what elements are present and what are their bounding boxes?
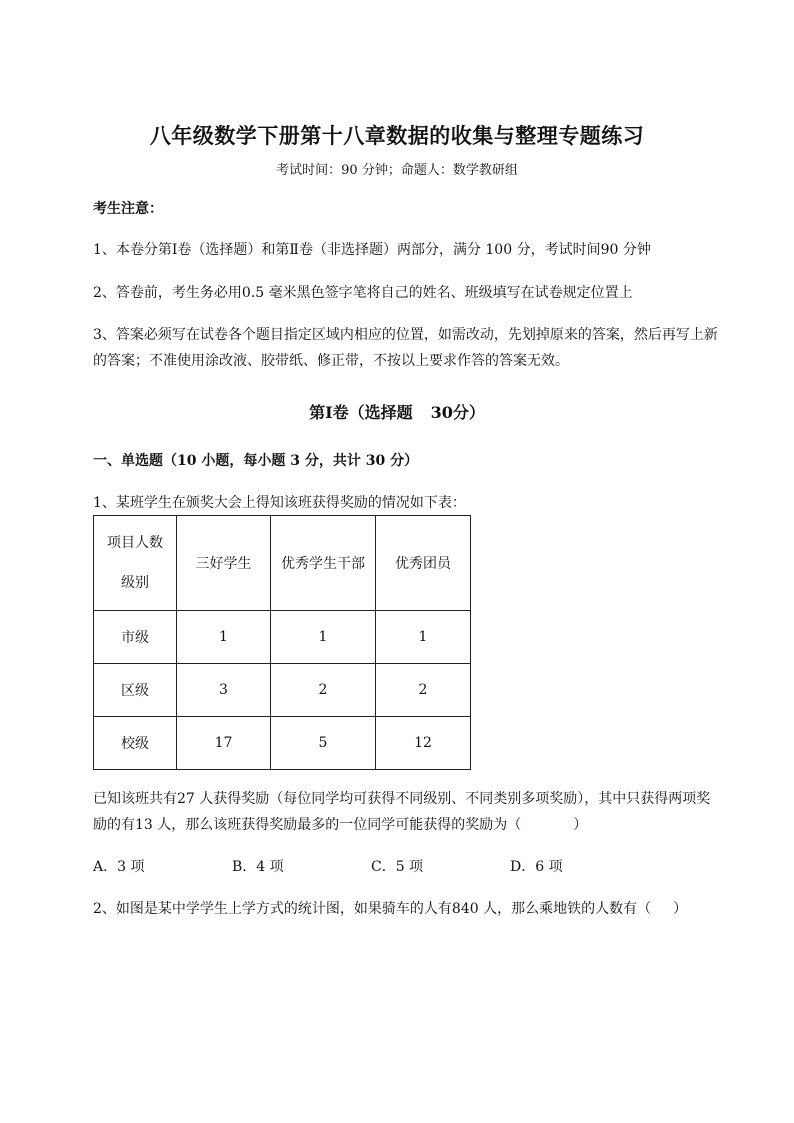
section-heading: 一、单选题（10 小题，每小题 3 分，共计 30 分） (93, 453, 419, 469)
option-c[interactable]: C．5 项 (371, 859, 424, 875)
question-1-text-line2 (93, 815, 587, 835)
table-cell: 12 (376, 717, 471, 770)
notice-item-2: 2、答卷前，考生务必用0.5 毫米黑色签字笔将自己的姓名、班级填写在试卷规定位置上 (93, 285, 633, 301)
option-b[interactable]: B．4 项 (232, 859, 284, 875)
part-title (0, 400, 794, 423)
table-cell: 2 (376, 664, 471, 717)
row-label: 校级 (94, 717, 177, 770)
column-header: 三好学生 (177, 516, 271, 611)
exam-subtitle: 考试时间：90 分钟；命题人：数学教研组 (276, 163, 518, 178)
table-row (94, 664, 471, 717)
table-cell: 17 (177, 717, 271, 770)
table-header-row (94, 516, 471, 611)
question-1-text-line1: 已知该班共有27 人获得奖励（每位同学均可获得不同级别、不同类别多项奖励），其中只获得两项奖 (93, 791, 711, 807)
column-header: 优秀团员 (376, 516, 471, 611)
awards-table (93, 515, 471, 770)
table-cell: 1 (271, 611, 376, 664)
notice-item-3-cont: 的答案；不准使用涂改液、胶带纸、修正带，不按以上要求作答的答案无效。 (93, 353, 569, 369)
question-1-stem: 1、某班学生在颁奖大会上得知该班获得奖励的情况如下表： (93, 495, 466, 511)
question-2-stem (93, 899, 687, 919)
page-title: 八年级数学下册第十八章数据的收集与整理专题练习 (149, 123, 645, 148)
notice-item-3: 3、答案必须写在试卷各个题目指定区域内相应的位置，如需改动，先划掉原来的答案，然后再写上新 (93, 327, 718, 343)
row-label: 市级 (94, 611, 177, 664)
corner-bottom-label: 级别 (121, 575, 149, 591)
row-label: 区级 (94, 664, 177, 717)
question-1-text-line2-b: ） (573, 817, 588, 833)
question-1-text-line2-a: 励的有13 人，那么该班获得奖励最多的一位同学可能获得的奖励为（ (93, 817, 522, 833)
table-row (94, 717, 471, 770)
column-header: 优秀学生干部 (271, 516, 376, 611)
notice-item-1: 1、本卷分第Ⅰ卷（选择题）和第Ⅱ卷（非选择题）两部分，满分 100 分，考试时间90 分钟 (93, 242, 651, 258)
corner-top-label: 项目人数 (107, 535, 163, 551)
question-1-options (93, 857, 649, 877)
table-cell: 3 (177, 664, 271, 717)
option-a[interactable]: A．3 项 (93, 859, 145, 875)
table-cell: 1 (376, 611, 471, 664)
table-cell: 2 (271, 664, 376, 717)
question-2-stem-b: ） (673, 901, 688, 917)
question-2-stem-a: 2、如图是某中学学生上学方式的统计图，如果骑车的人有840 人，那么乘地铁的人数有（ (93, 901, 652, 917)
table-cell: 1 (177, 611, 271, 664)
part-title-label: 第Ⅰ卷（选择题 (309, 403, 413, 422)
part-title-score: 30分） (430, 403, 485, 422)
table-cell: 5 (271, 717, 376, 770)
option-d[interactable]: D．6 项 (510, 859, 563, 875)
table-corner-cell (94, 516, 177, 611)
table-row (94, 611, 471, 664)
notice-heading: 考生注意： (93, 201, 163, 217)
